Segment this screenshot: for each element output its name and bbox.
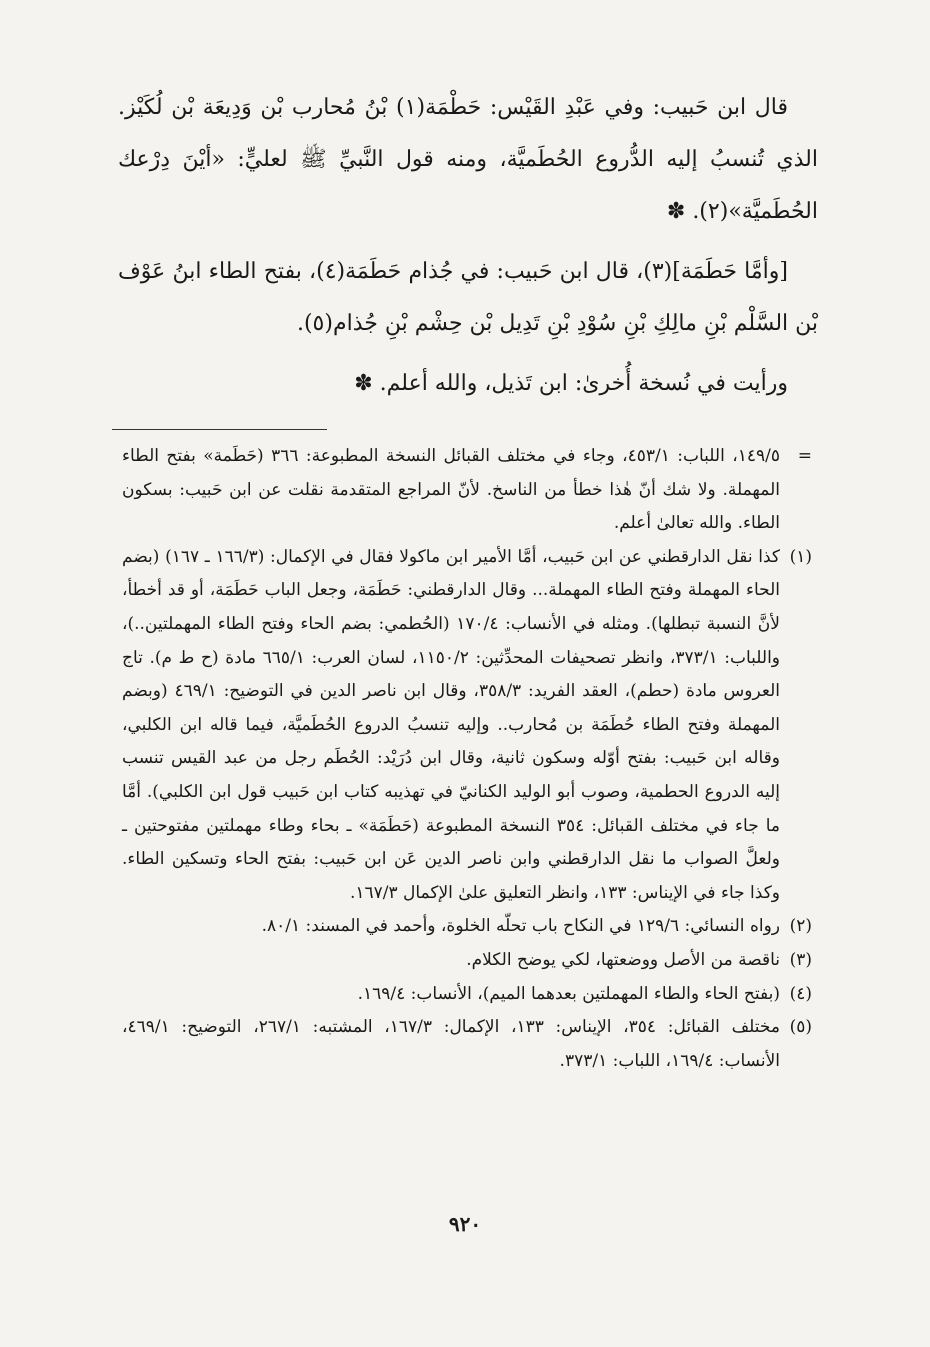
footnote-marker: (٢): [789, 916, 812, 937]
main-text: [118, 82, 818, 410]
footnote-marker: =: [797, 446, 812, 466]
footnote-continuation: [122, 440, 812, 541]
footnote-2: [122, 910, 812, 944]
footnote-text: كذا نقل الدارقطني عن ابن حَبيب، أمَّا الأمير ابن ماكولا فقال في الإكمال: (١٦٦/٣ ـ ١٦٧) (بضم الحاء المهملة وفتح الطاء المهملة... وقال الدارقطني: حَطَمَة، وجعل الباب حَطَمَة، أو قد أخطأ، لأنَّ النسبة تبطلها). ومثله في الأنساب: ١٧٠/٤ (الحُطمي: بضم الحاء وفتح الطاء المهملتين..)، واللباب: ٣٧٣/١، وانظر تصحيفات المحدِّثين: ١١٥٠/٢، لسان العرب: ٦٦٥/١ مادة (ح ط م). تاج العروس مادة (حطم)، العقد الفريد: ٣٥٨/٣، وقال ابن ناصر الدين في التوضيح: ٤٦٩/١ (وبضم المهملة وفتح الطاء حُطَمَة بن مُحارب.. وإليه تنسبُ الدروع الحُطَميَّة، فيما قاله ابن الكلبي، وقاله ابن حَبيب: بفتح أوّله وسكون ثانية، وقال ابن دُرَيْد: الحُطَم رجل من عبد القيس تنسب إليه الدروع الحطمية، وصوب أبو الوليد الكنانيّ في تهذيبه كتاب ابن حَبيب قول ابن الكلبي). أمَّا ما جاء في مختلف القبائل: ٣٥٤ النسخة المطبوعة (حَطَمَة» ـ بحاء وطاء مهملتين مفتوحتين ـ ولعلَّ الصواب ما نقل الدارقطني وابن ناصر الدين عَن ابن حَبيب: بفتح الحاء وتسكين الطاء. وكذا جاء في الإيناس: ١٣٣، وانظر التعليق علىٰ الإكمال ١٦٧/٣.: [122, 546, 781, 903]
footnote-3: [122, 944, 812, 978]
page-number: ٩٢٠: [448, 1212, 482, 1236]
main-paragraph-1: قال ابن حَبيب: وفي عَبْدِ القَيْس: حَطْمَة(١) بْنُ مُحارب بْن وَدِيعَة بْن لُكَيْز. الذي تُنسبُ إليه الدُّروع الحُطَميَّة، ومنه قول النَّبيِّ ﷺ لعليٍّ: «أيْنَ دِرْعك الحُطَميَّة»(٢). ✽: [118, 95, 818, 224]
footnote-marker: (١): [789, 546, 812, 567]
footnote-marker: (٣): [789, 949, 812, 970]
footnote-5: [122, 1011, 812, 1078]
footnote-text: (بفتح الحاء والطاء المهملتين بعدهما الميم)، الأنساب: ١٦٩/٤.: [357, 983, 780, 1004]
footnote-marker: (٥): [789, 1017, 812, 1038]
footnote-text: مختلف القبائل: ٣٥٤، الإيناس: ١٣٣، الإكمال: ١٦٧/٣، المشتبه: ٢٦٧/١، التوضيح: ٤٦٩/١، الأنساب: ١٦٩/٤، اللباب: ٣٧٣/١.: [122, 1017, 781, 1071]
footnote-text: ناقصة من الأصل ووضعتها، لكي يوضح الكلام.: [466, 949, 780, 970]
footnote-1: [122, 541, 812, 911]
footnote-text: ١٤٩/٥، اللباب: ٤٥٣/١، وجاء في مختلف القبائل النسخة المطبوعة: ٣٦٦ (حَطَمة» بفتح الطاء المهملة. ولا شك أنّ هٰذا خطأ من الناسخ. لأنّ المراجع المتقدمة نقلت عن ابن حَبيب: بسكون الطاء. والله تعالىٰ أعلم.: [122, 446, 780, 534]
footnotes: [122, 440, 812, 1078]
footnote-marker: (٤): [789, 983, 812, 1004]
footnote-4: [122, 978, 812, 1012]
footnote-separator: [112, 429, 327, 430]
main-paragraph-3: ورأيت في نُسخة أُخرىٰ: ابن تَذيل، والله أعلم. ✽: [354, 371, 788, 396]
main-paragraph-2: [وأمَّا حَطَمَة](٣)، قال ابن حَبيب: في جُذام حَطَمَة(٤)، بفتح الطاء ابنُ عَوْف بْن السَّلْم بْنِ مالِكِ بْنِ سُوْدِ بْنِ تَدِيل بْن حِشْم بْنِ جُذام(٥).: [118, 259, 818, 336]
footnote-text: رواه النسائي: ١٢٩/٦ في النكاح باب تحلّه الخلوة، وأحمد في المسند: ٨٠/١.: [261, 916, 780, 937]
